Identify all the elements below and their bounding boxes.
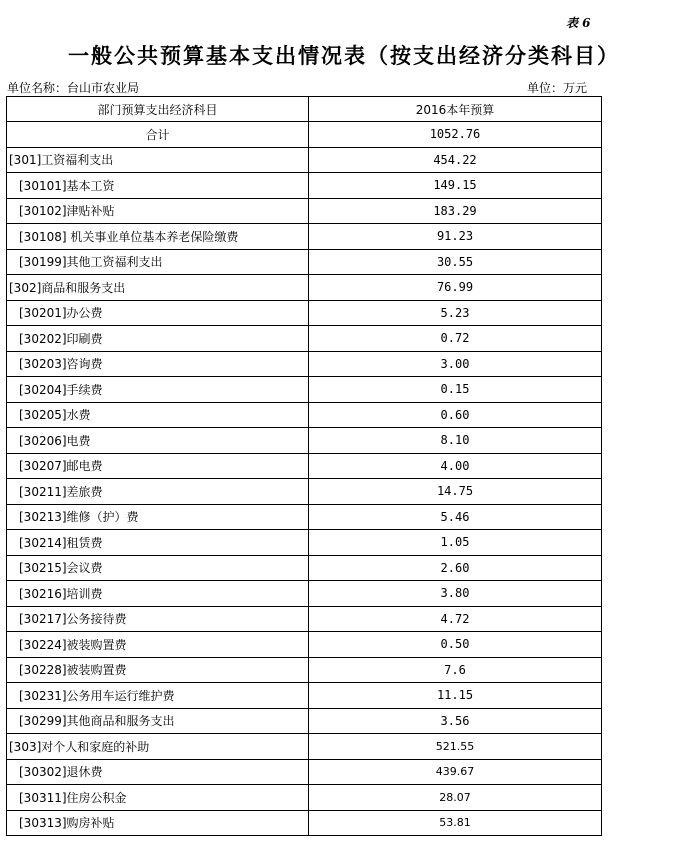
- row-label: [30231]公务用车运行维护费: [7, 683, 309, 709]
- budget-table: [6, 96, 602, 836]
- row-value: 3.00: [309, 351, 602, 377]
- table-row: [7, 657, 602, 683]
- table-number: 表 6: [566, 16, 591, 30]
- table-row: [7, 759, 602, 785]
- unit-label: 单位：万元: [527, 81, 588, 95]
- table-row: [7, 402, 602, 428]
- row-value: 0.60: [309, 402, 602, 428]
- row-label: [30313]购房补贴: [7, 810, 309, 836]
- row-label: [30202]印刷费: [7, 326, 309, 352]
- row-value: 5.23: [309, 300, 602, 326]
- row-value: 8.10: [309, 428, 602, 454]
- row-value: 0.15: [309, 377, 602, 403]
- page-title: 一般公共预算基本支出情况表（按支出经济分类科目）: [68, 43, 620, 68]
- table-row: [7, 479, 602, 505]
- row-value: 1.05: [309, 530, 602, 556]
- row-label: [30204]手续费: [7, 377, 309, 403]
- row-value: 4.72: [309, 606, 602, 632]
- row-value: 183.29: [309, 198, 602, 224]
- row-label: [30214]租赁费: [7, 530, 309, 556]
- column-header-budget: 2016本年预算: [309, 97, 602, 122]
- row-label: [30199]其他工资福利支出: [7, 249, 309, 275]
- row-label: 合计: [7, 122, 309, 148]
- row-label: [30228]被装购置费: [7, 657, 309, 683]
- table-row: [7, 683, 602, 709]
- row-label: [30302]退休费: [7, 759, 309, 785]
- row-value: 0.50: [309, 632, 602, 658]
- unit-name: 单位名称：台山市农业局: [7, 81, 140, 95]
- row-label: [30207]邮电费: [7, 453, 309, 479]
- row-value: 5.46: [309, 504, 602, 530]
- row-value: 2.60: [309, 555, 602, 581]
- row-label: [30213]维修（护）费: [7, 504, 309, 530]
- table-row: [7, 326, 602, 352]
- row-label: [30101]基本工资: [7, 173, 309, 199]
- row-label: [302]商品和服务支出: [7, 275, 309, 301]
- table-row: [7, 504, 602, 530]
- row-label: [30201]办公费: [7, 300, 309, 326]
- row-label: [30215]会议费: [7, 555, 309, 581]
- row-label: [30217]公务接待费: [7, 606, 309, 632]
- table-row: [7, 530, 602, 556]
- table-row: [7, 555, 602, 581]
- row-label: [30224]被装购置费: [7, 632, 309, 658]
- row-label: [30102]津贴补贴: [7, 198, 309, 224]
- row-value: 3.80: [309, 581, 602, 607]
- row-label: [30211]差旅费: [7, 479, 309, 505]
- table-row: [7, 606, 602, 632]
- table-row: [7, 351, 602, 377]
- row-value: 1052.76: [309, 122, 602, 148]
- row-label: [301]工资福利支出: [7, 147, 309, 173]
- row-value: 53.81: [309, 810, 602, 836]
- row-value: 14.75: [309, 479, 602, 505]
- table-row-total: [7, 122, 602, 148]
- table-row: [7, 785, 602, 811]
- row-label: [30108] 机关事业单位基本养老保险缴费: [7, 224, 309, 250]
- row-label: [30311]住房公积金: [7, 785, 309, 811]
- table-row: [7, 581, 602, 607]
- table-row: [7, 810, 602, 836]
- table-row-category: [7, 275, 602, 301]
- table-row: [7, 224, 602, 250]
- table-row: [7, 453, 602, 479]
- row-value: 0.72: [309, 326, 602, 352]
- row-label: [30299]其他商品和服务支出: [7, 708, 309, 734]
- table-row: [7, 377, 602, 403]
- row-label: [30205]水费: [7, 402, 309, 428]
- table-row: [7, 300, 602, 326]
- column-header-subject: 部门预算支出经济科目: [7, 97, 309, 122]
- table-row: [7, 198, 602, 224]
- row-value: 76.99: [309, 275, 602, 301]
- row-label: [303]对个人和家庭的补助: [7, 734, 309, 760]
- row-label: [30216]培训费: [7, 581, 309, 607]
- row-label: [30206]电费: [7, 428, 309, 454]
- row-value: 28.07: [309, 785, 602, 811]
- table-row: [7, 428, 602, 454]
- row-value: 439.67: [309, 759, 602, 785]
- table-row-category: [7, 734, 602, 760]
- table-row: [7, 632, 602, 658]
- row-value: 7.6: [309, 657, 602, 683]
- table-row-category: [7, 147, 602, 173]
- row-value: 149.15: [309, 173, 602, 199]
- table-row: [7, 708, 602, 734]
- row-value: 454.22: [309, 147, 602, 173]
- row-value: 91.23: [309, 224, 602, 250]
- row-label: [30203]咨询费: [7, 351, 309, 377]
- row-value: 30.55: [309, 249, 602, 275]
- row-value: 4.00: [309, 453, 602, 479]
- row-value: 3.56: [309, 708, 602, 734]
- table-row: [7, 249, 602, 275]
- table-row: [7, 173, 602, 199]
- header-row: [7, 97, 602, 122]
- row-value: 11.15: [309, 683, 602, 709]
- row-value: 521.55: [309, 734, 602, 760]
